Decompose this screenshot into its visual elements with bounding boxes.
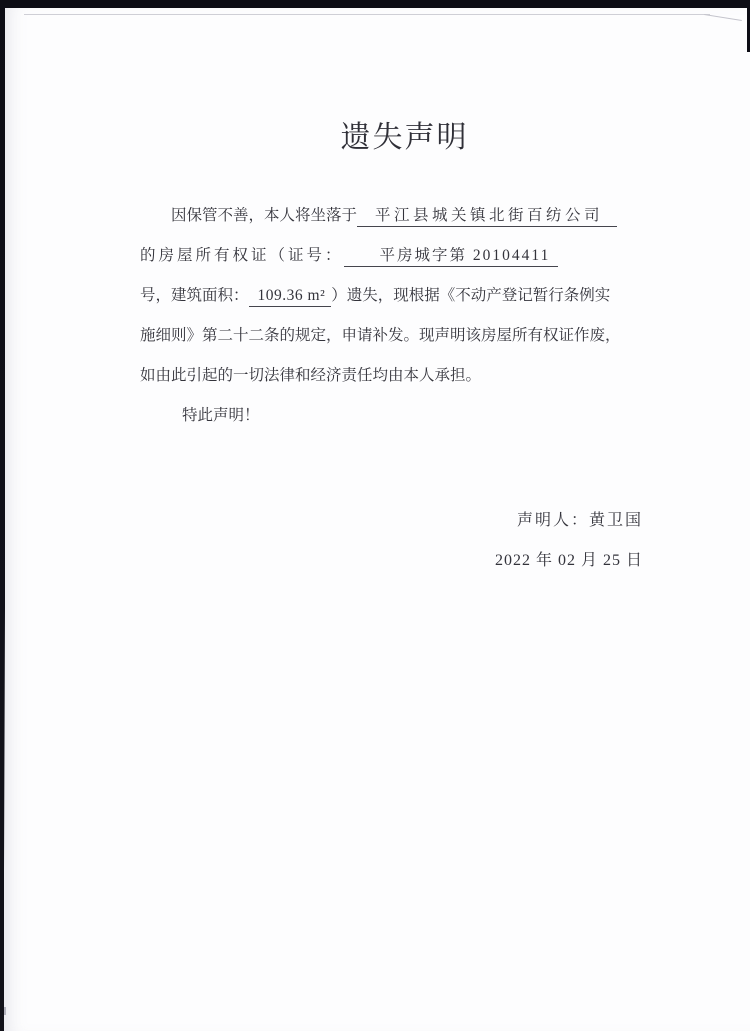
certificate-number-value: 平房城字第 20104411 xyxy=(344,247,559,267)
paper-top-edge-shadow xyxy=(24,14,710,15)
document-body xyxy=(140,196,670,436)
document-title: 遗失声明 xyxy=(340,121,469,154)
scanner-edge-top xyxy=(0,0,750,8)
paper-sheet xyxy=(4,8,750,1031)
closing-statement: 特此声明！ xyxy=(182,407,260,424)
scanner-edge-left xyxy=(0,0,5,870)
declarant-name: 声明人：黄卫国 xyxy=(516,512,643,529)
line1-text: 因保管不善，本人将坐落于 xyxy=(171,207,358,224)
body-line-2 xyxy=(140,236,670,276)
line3-continuation-text: ）遗失，现根据《不动产登记暂行条例实 xyxy=(331,287,611,304)
body-line-3 xyxy=(140,276,670,316)
paper-corner-crease xyxy=(704,14,742,21)
line2-text: 的房屋所有权证（证号： xyxy=(140,247,344,264)
body-line-4: 施细则》第二十二条的规定，申请补发。现声明该房屋所有权证作废， xyxy=(140,327,621,344)
line3-text: 号，建筑面积： xyxy=(140,287,249,304)
scan-speck xyxy=(4,1007,6,1015)
body-line-5: 如由此引起的一切法律和经济责任均由本人承担。 xyxy=(140,367,482,384)
signature-block xyxy=(495,501,643,581)
declaration-date: 2022 年 02 月 25 日 xyxy=(494,552,643,569)
building-area-value: 109.36 m² xyxy=(249,287,332,307)
property-location-value: 平江县城关镇北街百纺公司 xyxy=(357,207,617,227)
body-line-1 xyxy=(140,196,670,236)
